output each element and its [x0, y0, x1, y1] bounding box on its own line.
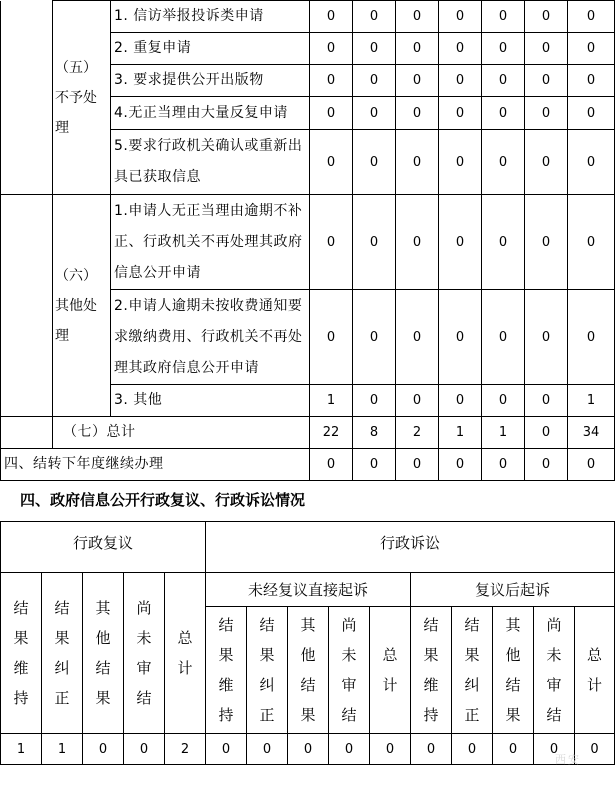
count-cell: 0: [396, 33, 439, 65]
count-cell: 2: [165, 734, 206, 765]
count-cell: 0: [83, 734, 124, 765]
count-cell: 0: [439, 65, 482, 97]
count-cell: 2: [396, 417, 439, 449]
count-cell: 0: [396, 195, 439, 290]
direct-suit-header: 未经复议直接起诉: [206, 573, 411, 607]
column-header: 结 果 纠 正: [452, 607, 493, 734]
count-cell: 34: [568, 417, 615, 449]
count-cell: 22: [310, 417, 353, 449]
count-cell: 0: [396, 130, 439, 195]
group-label: （五）不予处理: [53, 1, 111, 195]
count-cell: 0: [396, 449, 439, 481]
count-cell: 0: [575, 734, 615, 765]
count-cell: 0: [396, 97, 439, 130]
count-cell: 1: [482, 417, 525, 449]
count-cell: 0: [452, 734, 493, 765]
after-review-suit-header: 复议后起诉: [411, 573, 615, 607]
count-cell: 0: [439, 1, 482, 33]
count-cell: 0: [439, 449, 482, 481]
count-cell: 0: [568, 290, 615, 385]
count-cell: 0: [525, 1, 568, 33]
count-cell: 0: [568, 1, 615, 33]
count-cell: 0: [353, 1, 396, 33]
count-cell: 0: [396, 1, 439, 33]
count-cell: 0: [525, 65, 568, 97]
count-cell: 0: [206, 734, 247, 765]
count-cell: 0: [396, 290, 439, 385]
count-cell: 0: [482, 385, 525, 417]
item-label: 5.要求行政机关确认或重新出具已获取信息: [111, 130, 310, 195]
count-cell: 0: [482, 97, 525, 130]
column-header: 结 果 维 持: [206, 607, 247, 734]
item-label: 1.申请人无正当理由逾期不补正、行政机关不再处理其政府信息公开申请: [111, 195, 310, 290]
count-cell: 0: [353, 385, 396, 417]
count-cell: 0: [525, 385, 568, 417]
group-label: （六）其他处理: [53, 195, 111, 417]
count-cell: 0: [310, 290, 353, 385]
count-cell: 0: [525, 33, 568, 65]
count-cell: 0: [124, 734, 165, 765]
count-cell: 0: [439, 290, 482, 385]
item-label: 3. 其他: [111, 385, 310, 417]
count-cell: 1: [310, 385, 353, 417]
column-header: 总 计: [370, 607, 411, 734]
column-header: 结 果 维 持: [411, 607, 452, 734]
count-cell: 0: [310, 130, 353, 195]
column-header: 总 计: [575, 607, 615, 734]
count-cell: 0: [493, 734, 534, 765]
column-header: 其 他 结 果: [288, 607, 329, 734]
left-margin-cell: [1, 417, 53, 449]
count-cell: 0: [310, 97, 353, 130]
count-cell: 0: [525, 130, 568, 195]
item-label: 4.无正当理由大量反复申请: [111, 97, 310, 130]
count-cell: 0: [568, 65, 615, 97]
count-cell: 0: [439, 33, 482, 65]
count-cell: 0: [568, 449, 615, 481]
count-cell: 0: [482, 195, 525, 290]
count-cell: 0: [329, 734, 370, 765]
column-header: 总 计: [165, 573, 206, 734]
count-cell: 0: [482, 449, 525, 481]
column-header: 尚 未 审 结: [124, 573, 165, 734]
count-cell: 1: [1, 734, 42, 765]
count-cell: 0: [353, 65, 396, 97]
review-litigation-table: [0, 521, 615, 765]
count-cell: 0: [370, 734, 411, 765]
count-cell: 0: [525, 449, 568, 481]
column-header: 结 果 纠 正: [247, 607, 288, 734]
admin-review-header: 行政复议: [1, 522, 206, 573]
count-cell: 0: [439, 195, 482, 290]
count-cell: 0: [568, 33, 615, 65]
count-cell: 8: [353, 417, 396, 449]
carry-over-label: 四、结转下年度继续办理: [1, 449, 310, 481]
count-cell: 0: [534, 734, 575, 765]
count-cell: 1: [568, 385, 615, 417]
count-cell: 0: [353, 290, 396, 385]
count-cell: 0: [396, 385, 439, 417]
count-cell: 0: [310, 195, 353, 290]
count-cell: 1: [439, 417, 482, 449]
count-cell: 0: [353, 33, 396, 65]
count-cell: 0: [482, 290, 525, 385]
count-cell: 0: [310, 65, 353, 97]
count-cell: 0: [439, 97, 482, 130]
count-cell: 0: [310, 33, 353, 65]
count-cell: 0: [353, 130, 396, 195]
column-header: 结 果 维 持: [1, 573, 42, 734]
column-header: 结 果 纠 正: [42, 573, 83, 734]
column-header: 其 他 结 果: [493, 607, 534, 734]
count-cell: 0: [482, 1, 525, 33]
count-cell: 0: [439, 130, 482, 195]
count-cell: 0: [525, 417, 568, 449]
count-cell: 0: [568, 195, 615, 290]
count-cell: 0: [482, 130, 525, 195]
count-cell: 0: [411, 734, 452, 765]
left-margin-cell: [1, 1, 53, 195]
count-cell: 0: [247, 734, 288, 765]
count-cell: 0: [353, 195, 396, 290]
count-cell: 0: [310, 449, 353, 481]
count-cell: 0: [525, 290, 568, 385]
count-cell: 0: [568, 97, 615, 130]
count-cell: 0: [525, 97, 568, 130]
admin-litigation-header: 行政诉讼: [206, 522, 615, 573]
count-cell: 0: [396, 65, 439, 97]
item-label: 3. 要求提供公开出版物: [111, 65, 310, 97]
count-cell: 0: [525, 195, 568, 290]
left-margin-cell: [1, 195, 53, 417]
count-cell: 0: [310, 1, 353, 33]
column-header: 尚 未 审 结: [534, 607, 575, 734]
count-cell: 0: [353, 449, 396, 481]
item-label: 2.申请人逾期未按收费通知要求缴纳费用、行政机关不再处理其政府信息公开申请: [111, 290, 310, 385]
count-cell: 0: [353, 97, 396, 130]
item-label: 1. 信访举报投诉类申请: [111, 1, 310, 33]
count-cell: 0: [439, 385, 482, 417]
section-heading: 四、政府信息公开行政复议、行政诉讼情况: [20, 491, 306, 509]
count-cell: 1: [42, 734, 83, 765]
count-cell: 0: [288, 734, 329, 765]
total-label: （七）总计: [53, 417, 310, 449]
count-cell: 0: [482, 33, 525, 65]
watermark: 西安: [555, 753, 581, 766]
count-cell: 0: [482, 65, 525, 97]
item-label: 2. 重复申请: [111, 33, 310, 65]
column-header: 其 他 结 果: [83, 573, 124, 734]
column-header: 尚 未 审 结: [329, 607, 370, 734]
count-cell: 0: [568, 130, 615, 195]
